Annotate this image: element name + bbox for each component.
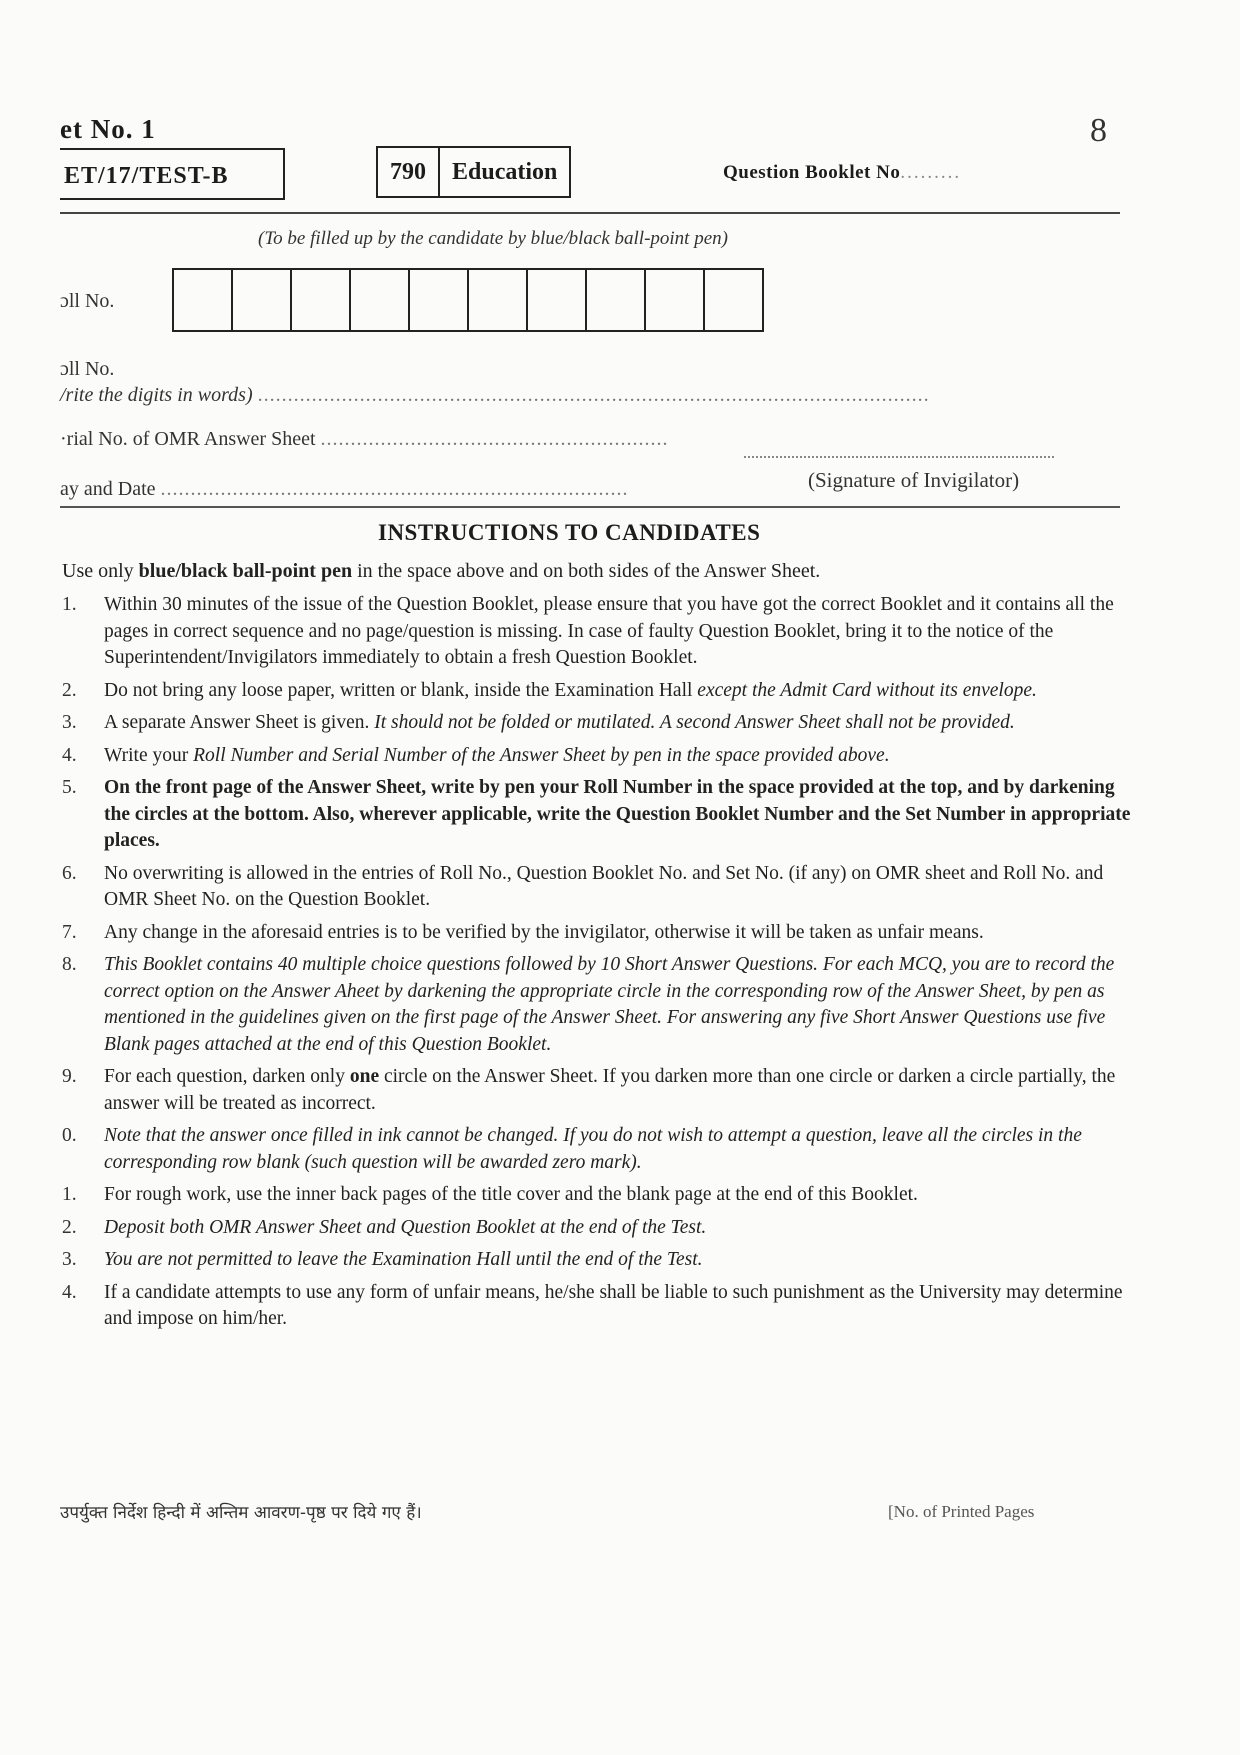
item-text: Note that the answer once filled in ink cannot be changed. If you do not wish to attempt a question, leave all the circles in the corresponding row blank (such question will be awarded zero mark). [104, 1125, 1082, 1173]
instruction-item [62, 1182, 1132, 1209]
instruction-item [62, 920, 1132, 947]
item-text-italic: It should not be folded or mutilated. A second Answer Sheet shall not be provided. [374, 712, 1015, 733]
printed-pages-note: [No. of Printed Pages [888, 1502, 1035, 1521]
subject-box [376, 146, 571, 198]
item-number: 3. [62, 712, 77, 733]
roll-no-grid[interactable] [172, 268, 764, 332]
question-booklet-dots: ......... [900, 162, 962, 183]
item-number: 4. [62, 744, 77, 766]
fill-note: (To be filled up by the candidate by blue/black ball-point pen) [258, 228, 728, 249]
hindi-note: उपर्युक्त निर्देश हिन्दी में अन्तिम आवरण-पृष्ठ पर दिये गए हैं। [60, 1503, 422, 1523]
item-number: 2. [62, 679, 77, 701]
item-number: 0. [62, 1125, 77, 1146]
page-mark: 8 [1090, 112, 1107, 149]
item-text [104, 678, 1132, 705]
lead-bold: blue/black ball-point pen [138, 560, 353, 582]
instruction-item [62, 710, 1132, 737]
item-text-pre: A separate Answer Sheet is given. [104, 712, 375, 733]
instruction-list [62, 592, 1132, 1339]
lead-pre: Use only [62, 560, 139, 582]
roll-no-digit-box[interactable] [233, 270, 292, 330]
day-date-field[interactable]: ay and Date .............................................................................. [60, 478, 629, 500]
item-text [104, 710, 1132, 737]
item-text [104, 1064, 1132, 1117]
item-number: 8. [62, 954, 77, 975]
item-text: You are not permitted to leave the Examination Hall until the end of the Test. [104, 1249, 703, 1270]
instruction-item [62, 861, 1132, 914]
instruction-item [62, 775, 1132, 855]
signature-line [744, 456, 1054, 458]
item-text-post: circle on the Answer Sheet. If you darken more than one circle or darken a circle partially, the answer will be treated as incorrect. [104, 1066, 1116, 1114]
roll-no-digit-box[interactable] [410, 270, 469, 330]
instruction-item [62, 952, 1132, 1058]
header-divider [60, 212, 1120, 214]
instruction-item [62, 1280, 1132, 1333]
item-number: 6. [62, 862, 77, 884]
set-number: et No. 1 [60, 114, 156, 144]
item-text: No overwriting is allowed in the entries of Roll No., Question Booklet No. and Set No. (if any) on OMR sheet and Roll No. and OMR Sheet No. on the Question Booklet. [104, 862, 1104, 910]
item-number: 1. [62, 594, 77, 615]
roll-no-digit-box[interactable] [174, 270, 233, 330]
question-booklet-label: Question Booklet No [723, 162, 901, 183]
instructions-lead [62, 560, 820, 583]
omr-serial-field[interactable]: ·rial No. of OMR Answer Sheet .......................................................... [60, 428, 669, 450]
item-number: 3. [62, 1249, 77, 1270]
item-text: Deposit both OMR Answer Sheet and Question Booklet at the end of the Test. [104, 1216, 707, 1238]
roll-no-label: ɔll No. [60, 290, 115, 312]
item-number: 1. [62, 1184, 77, 1205]
item-text: Any change in the aforesaid entries is to be verified by the invigilator, otherwise it will be taken as unfair means. [104, 921, 984, 943]
item-text: On the front page of the Answer Sheet, write by pen your Roll Number in the space provided at the top, and by darkening the circles at the bottom. Also, wherever applicable, write the Question Booklet Number and the Set Number in appropriate places. [104, 777, 1131, 851]
omr-serial-label: ·rial No. of OMR Answer Sheet [60, 428, 316, 450]
roll-no-digit-box[interactable] [469, 270, 528, 330]
item-text-italic: Roll Number and Serial Number of the Answer Sheet by pen in the space provided above. [193, 744, 890, 766]
roll-words-field[interactable]: /rite the digits in words) ................................................................................................................ [60, 384, 930, 406]
subject-name: Education [438, 148, 569, 196]
roll-no-digit-box[interactable] [705, 270, 764, 330]
instruction-item [62, 1215, 1132, 1242]
test-code-box: ET/17/TEST-B [60, 148, 285, 200]
item-text-pre: Write your [104, 744, 194, 766]
item-text [104, 743, 1132, 770]
item-text-italic: except the Admit Card without its envelope. [697, 679, 1037, 701]
item-text-pre: For each question, darken only [104, 1066, 350, 1087]
roll-no-digit-box[interactable] [646, 270, 705, 330]
roll-no-digit-box[interactable] [292, 270, 351, 330]
instruction-item [62, 1247, 1132, 1274]
item-number: 9. [62, 1066, 77, 1087]
item-text: Within 30 minutes of the issue of the Question Booklet, please ensure that you have got the correct Booklet and it contains all the pages in correct sequence and no page/question is missing. In case of faulty Question Booklet, bring it to the notice of the Superintendent/Invigilators immediately to obtain a fresh Question Booklet. [104, 594, 1114, 668]
form-divider [60, 506, 1120, 508]
roll-no-digit-box[interactable] [351, 270, 410, 330]
instruction-item [62, 592, 1132, 672]
item-number: 2. [62, 1216, 77, 1238]
item-text: This Booklet contains 40 multiple choice questions followed by 10 Short Answer Questions. For each MCQ, you are to record the correct option on the Answer Aheet by darkening the appropriate circle in the corresponding row of the Answer Sheet, by pen as mentioned in the guidelines given on the first page of the Answer Sheet. For answering any five Short Answer Questions use five Blank pages attached at the end of this Question Booklet. [104, 954, 1115, 1055]
item-number: 7. [62, 921, 77, 943]
item-text: For rough work, use the inner back pages of the title cover and the blank page at the end of this Booklet. [104, 1184, 918, 1205]
item-text-bold: one [349, 1066, 380, 1087]
instructions-title: INSTRUCTIONS TO CANDIDATES [378, 520, 761, 545]
roll-words-label-2: /rite the digits in words) [60, 384, 253, 406]
instruction-item [62, 1064, 1132, 1117]
signature-label: (Signature of Invigilator) [808, 468, 1020, 492]
item-number: 5. [62, 777, 77, 798]
item-text: If a candidate attempts to use any form of unfair means, he/she shall be liable to such punishment as the University may determine and impose on him/her. [104, 1281, 1123, 1329]
instruction-item [62, 743, 1132, 770]
subject-code: 790 [390, 159, 426, 185]
question-booklet-number [723, 162, 961, 184]
item-text-pre: Do not bring any loose paper, written or blank, inside the Examination Hall [104, 679, 698, 701]
roll-words-label-1: ɔll No. [60, 358, 115, 380]
item-number: 4. [62, 1281, 77, 1303]
lead-post: in the space above and on both sides of the Answer Sheet. [352, 560, 821, 582]
instruction-item [62, 1123, 1132, 1176]
roll-no-digit-box[interactable] [587, 270, 646, 330]
roll-no-digit-box[interactable] [528, 270, 587, 330]
instruction-item [62, 678, 1132, 705]
day-date-label: ay and Date [60, 478, 156, 500]
